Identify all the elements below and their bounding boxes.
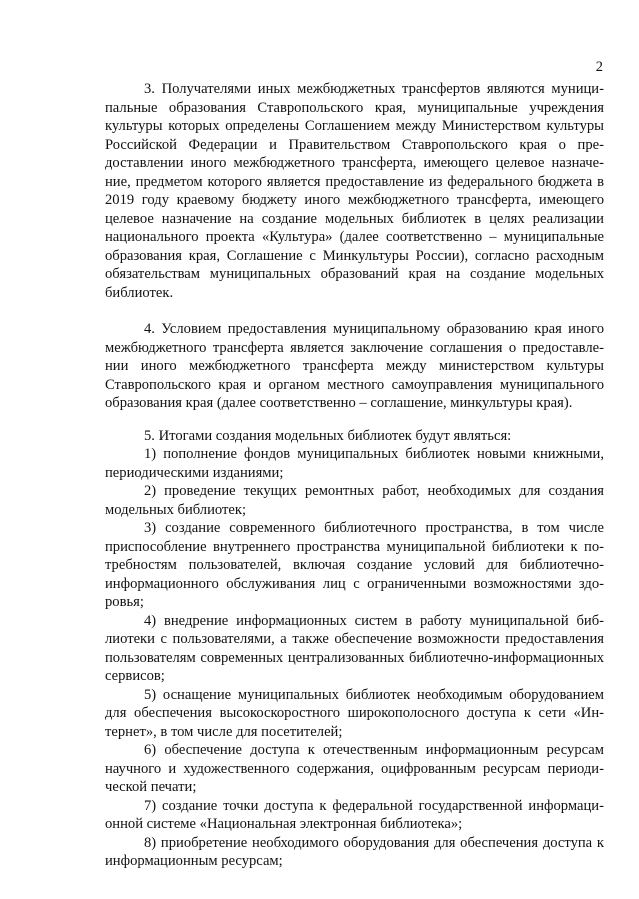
list-item-7: 7) создание точки доступа к федеральной государственной информационной системе «Национальная электронная библиотека»; [105,797,604,832]
paragraph-5-results-intro: 5. Итогами создания модельных библиотек будут являться: [144,427,512,444]
list-item-5: 5) оснащение муниципальных библиотек необходимым оборудованием для обеспечения высокоскоростного широкополосного доступа к сети «Интернет», в том числе для посетителей; [105,686,604,740]
list-item-6: 6) обеспечение доступа к отечественным информационным ресурсам научного и художественного содержания, оцифрованным ресурсам периодической печати; [105,742,604,795]
list-item-2: 2) проведение текущих ремонтных работ, необходимых для создания модельных библиотек; [105,483,604,518]
document-body [105,80,604,871]
paragraph-3-recipients: 3. Получателями иных межбюджетных трансфертов являются муниципальные образования Ставропольского края, муниципальные учреждения культуры которых определены Соглашением между Министерством культуры Российской Федерации и Правительством Ставропольского края о предоставлении иного межбюджетного трансферта, имеющего целевое назначение, предметом которого является предоставление из федерального бюджета в 2019 году краевому бюджету иного межбюджетного трансферта, имеющего целевое назначение на создание модельных библиотек в целях реализации национального проекта «Культура» (далее соответственно – муниципальные образования края, Соглашение с Минкультуры России), согласно расходным обязательствам муниципальных образований края на создание модельных библиотек. [105,81,604,301]
list-item-1: 1) пополнение фондов муниципальных библиотек новыми книжными, периодическими изданиями; [105,446,604,481]
list-item-8: 8) приобретение необходимого оборудования для обеспечения доступа к информационным ресурсам; [105,834,604,869]
page-number: 2 [595,59,603,75]
list-item-4: 4) внедрение информационных систем в работу муниципальной библиотеки с пользователями, а также обеспечение возможности предоставления пользователям современных централизованных библиотечно-информационных сервисов; [105,612,604,684]
list-item-3: 3) создание современного библиотечного пространства, в том числе приспособление внутреннего пространства муниципальной библиотеки к потребностям пользователей, включая создание условий для библиотечно-информационного обслуживания лиц с ограниченными возможностями здоровья; [105,520,604,610]
paragraph-4-condition: 4. Условием предоставления муниципальному образованию края иного межбюджетного трансферта является заключение соглашения о предоставлении иного межбюджетного трансферта между министерством культуры Ставропольского края и органом местного самоуправления муниципального образования края (далее соответственно – соглашение, минкультуры края). [105,321,604,411]
